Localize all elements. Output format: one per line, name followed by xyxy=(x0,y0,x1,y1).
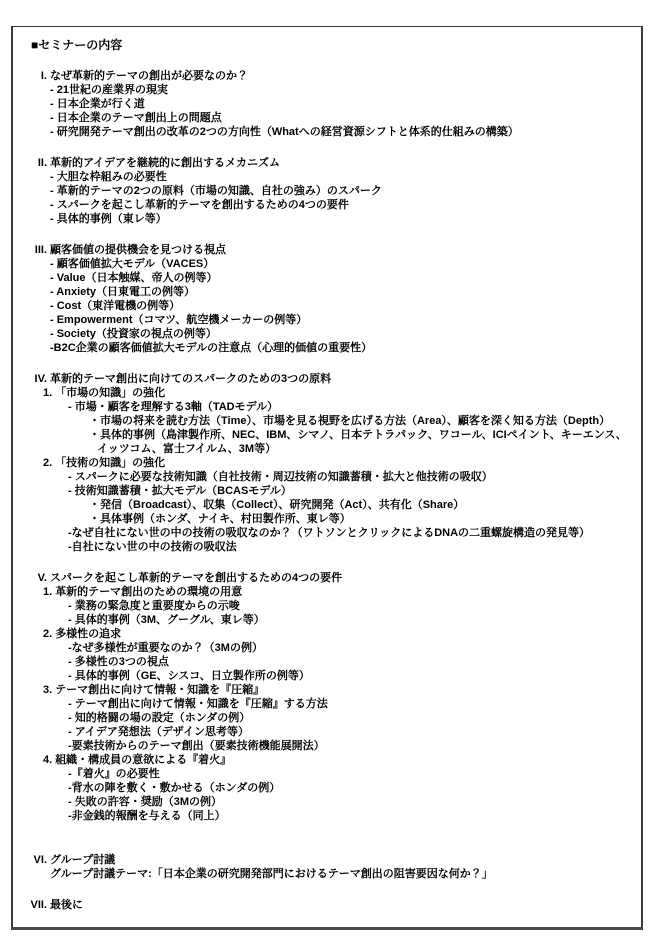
outline-item xyxy=(13,795,641,809)
section-heading xyxy=(13,571,641,585)
item-text: - Society（投資家の視点の例等） xyxy=(50,328,217,340)
outline-item xyxy=(13,641,641,655)
section-numeral: III. xyxy=(34,244,47,256)
outline-item xyxy=(13,327,641,341)
item-text: ・発信（Broadcast）、収集（Collect）、研究開発（Act）、共有化（Share） xyxy=(89,499,465,511)
item-text: - 日本企業が行く道 xyxy=(50,98,145,110)
outline-item xyxy=(13,428,641,442)
section-heading xyxy=(13,243,641,257)
outline-item xyxy=(13,184,641,198)
item-text: - 知的格闘の場の設定（ホンダの例） xyxy=(68,712,251,724)
item-text: ・市場の将来を読む方法（Time）、市場を見る視野を広げる方法（Area）、顧客を深く知る方法（Depth） xyxy=(89,415,611,427)
item-text: -自社にない世の中の技術の吸収法 xyxy=(68,541,237,553)
outline-item xyxy=(13,599,641,613)
section-heading xyxy=(13,853,641,867)
outline-item xyxy=(13,285,641,299)
outline xyxy=(13,69,641,912)
outline-item xyxy=(13,456,641,470)
item-text: - 大胆な枠組みの必要性 xyxy=(50,171,167,183)
section-numeral: IV. xyxy=(34,373,47,385)
item-number: 2. xyxy=(43,457,53,469)
item-text: 「市場の知識」の強化 xyxy=(55,387,166,399)
item-text: グループ討議テーマ:「日本企業の研究開発部門におけるテーマ創出の阻害要因な何か？」 xyxy=(50,868,493,880)
item-text: ・具体事例（ホンダ、ナイキ、村田製作所、東レ等） xyxy=(89,513,351,525)
outline-section xyxy=(13,571,641,823)
item-text: -要素技術からのテーマ創出（要素技術機能展開法） xyxy=(68,740,325,752)
item-text: 革新的テーマ創出のための環境の用意 xyxy=(55,586,243,598)
item-text: -なぜ多様性が重要なのか？（3Mの例） xyxy=(68,642,263,654)
section-title: なぜ革新的テーマの創出が必要なのか？ xyxy=(50,70,248,82)
item-text: - 多様性の3つの視点 xyxy=(68,656,169,668)
item-text: - 日本企業のテーマ創出上の問題点 xyxy=(50,112,222,124)
item-text: 組織・構成員の意欲による『着火』 xyxy=(55,754,232,766)
item-text: - 技術知識蓄積・拡大モデル（BCASモデル） xyxy=(68,485,292,497)
item-text: 多様性の追求 xyxy=(55,628,122,640)
outline-section xyxy=(13,853,641,881)
outline-item xyxy=(13,725,641,739)
outline-item xyxy=(13,400,641,414)
item-number: 4. xyxy=(43,754,53,766)
outline-item xyxy=(13,753,641,767)
outline-item xyxy=(13,540,641,554)
outline-item xyxy=(13,257,641,271)
section-title: 革新的アイデアを継続的に創出するメカニズム xyxy=(50,157,281,169)
item-text: - アイデア発想法（デザイン思考等） xyxy=(68,726,249,738)
section-numeral: VI. xyxy=(33,854,47,866)
item-text: - Empowerment（コマツ、航空機メーカーの例等） xyxy=(50,314,308,326)
item-text: - 具体的事例（東レ等） xyxy=(50,213,167,225)
outline-item xyxy=(13,669,641,683)
item-text: - 21世紀の産業界の現実 xyxy=(50,84,168,96)
item-number: 1. xyxy=(43,387,53,399)
section-title: グループ討議 xyxy=(50,854,116,866)
outline-section xyxy=(13,372,641,554)
section-heading xyxy=(13,898,641,912)
item-text: ・具体的事例（島津製作所、NEC、IBM、シマノ、日本テトラパック、ワコール、ICIペイント、キーエンス、 xyxy=(89,429,627,441)
outline-item xyxy=(13,767,641,781)
section-heading xyxy=(13,69,641,83)
outline-item xyxy=(13,442,641,456)
outline-item xyxy=(13,613,641,627)
item-text: 「技術の知識」の強化 xyxy=(55,457,166,469)
outline-item xyxy=(13,655,641,669)
item-text: - 研究開発テーマ創出の改革の2つの方向性（Whatへの経営資源シフトと体系的仕組みの構築） xyxy=(50,126,519,138)
section-title: スパークを起こし革新的テーマを創出するための4つの要件 xyxy=(50,572,343,584)
item-text: - 具体的事例（3M、グーグル、東レ等） xyxy=(68,614,265,626)
outline-item xyxy=(13,867,641,881)
item-text: テーマ創出に向けて情報・知識を『圧縮』 xyxy=(55,684,265,696)
item-text: -非金銭的報酬を与える（同上） xyxy=(68,810,226,822)
outline-item xyxy=(13,781,641,795)
item-text: - 具体的事例（GE、シスコ、日立製作所の例等） xyxy=(68,670,310,682)
item-text: -『着火』の必要性 xyxy=(68,768,160,780)
item-text: - Value（日本触媒、帝人の例等） xyxy=(50,272,218,284)
section-numeral: V. xyxy=(37,572,47,584)
outline-item xyxy=(13,711,641,725)
item-text: - 革新的テーマの2つの原料（市場の知識、自社の強み）のスパーク xyxy=(50,185,382,197)
item-text: イッツコム、富士フイルム、3M等） xyxy=(97,443,277,455)
outline-item xyxy=(13,170,641,184)
outline-item xyxy=(13,809,641,823)
section-heading xyxy=(13,372,641,386)
section-numeral: II. xyxy=(37,157,47,169)
page-title: ■セミナーの内容 xyxy=(31,38,123,52)
item-text: - Anxiety（日東電工の例等） xyxy=(50,286,196,298)
outline-section xyxy=(13,898,641,912)
outline-item xyxy=(13,198,641,212)
outline-item xyxy=(13,697,641,711)
item-text: - Cost（東洋電機の例等） xyxy=(50,300,181,312)
item-text: - スパークに必要な技術知識（自社技術・周辺技術の知識蓄積・拡大と他技術の吸収） xyxy=(68,471,493,483)
outline-item xyxy=(13,97,641,111)
item-text: -B2C企業の顧客価値拡大モデルの注意点（心理的価値の重要性） xyxy=(50,342,373,354)
outline-item xyxy=(13,212,641,226)
outline-item xyxy=(13,526,641,540)
item-text: - テーマ創出に向けて情報・知識を『圧縮』する方法 xyxy=(68,698,328,710)
outline-item xyxy=(13,683,641,697)
item-number: 3. xyxy=(43,684,53,696)
outline-section xyxy=(13,156,641,226)
item-text: - スパークを起こし革新的テーマを創出するための4つの要件 xyxy=(50,199,349,211)
item-number: 1. xyxy=(43,586,53,598)
document-page-frame xyxy=(11,26,643,930)
outline-item xyxy=(13,414,641,428)
section-title: 最後に xyxy=(50,899,83,911)
outline-item xyxy=(13,498,641,512)
section-title: 革新的テーマ創出に向けてのスパークのための3つの原料 xyxy=(50,373,332,385)
section-title: 顧客価値の提供機会を見つける視点 xyxy=(50,244,226,256)
outline-item xyxy=(13,386,641,400)
item-text: - 顧客価値拡大モデル（VACES） xyxy=(50,258,215,270)
section-numeral: VII. xyxy=(30,899,47,911)
outline-item xyxy=(13,125,641,139)
outline-item xyxy=(13,484,641,498)
item-text: -背水の陣を敷く・敷かせる（ホンダの例） xyxy=(68,782,281,794)
outline-item xyxy=(13,271,641,285)
outline-item xyxy=(13,341,641,355)
outline-item xyxy=(13,313,641,327)
item-number: 2. xyxy=(43,628,53,640)
outline-section xyxy=(13,243,641,355)
outline-item xyxy=(13,627,641,641)
outline-item xyxy=(13,299,641,313)
outline-item xyxy=(13,512,641,526)
outline-item xyxy=(13,83,641,97)
section-numeral: I. xyxy=(40,70,47,82)
outline-section xyxy=(13,69,641,139)
outline-item xyxy=(13,470,641,484)
outline-item xyxy=(13,111,641,125)
section-heading xyxy=(13,156,641,170)
item-text: - 業務の緊急度と重要度からの示唆 xyxy=(68,600,240,612)
item-text: - 市場・顧客を理解する3軸（TADモデル） xyxy=(68,401,279,413)
outline-item xyxy=(13,739,641,753)
item-text: - 失敗の許容・奨励（3Mの例） xyxy=(68,796,222,808)
outline-item xyxy=(13,585,641,599)
item-text: -なぜ自社にない世の中の技術の吸収なのか？（ワトソンとクリックによるDNAの二重螺旋構造の発見等） xyxy=(68,527,591,539)
